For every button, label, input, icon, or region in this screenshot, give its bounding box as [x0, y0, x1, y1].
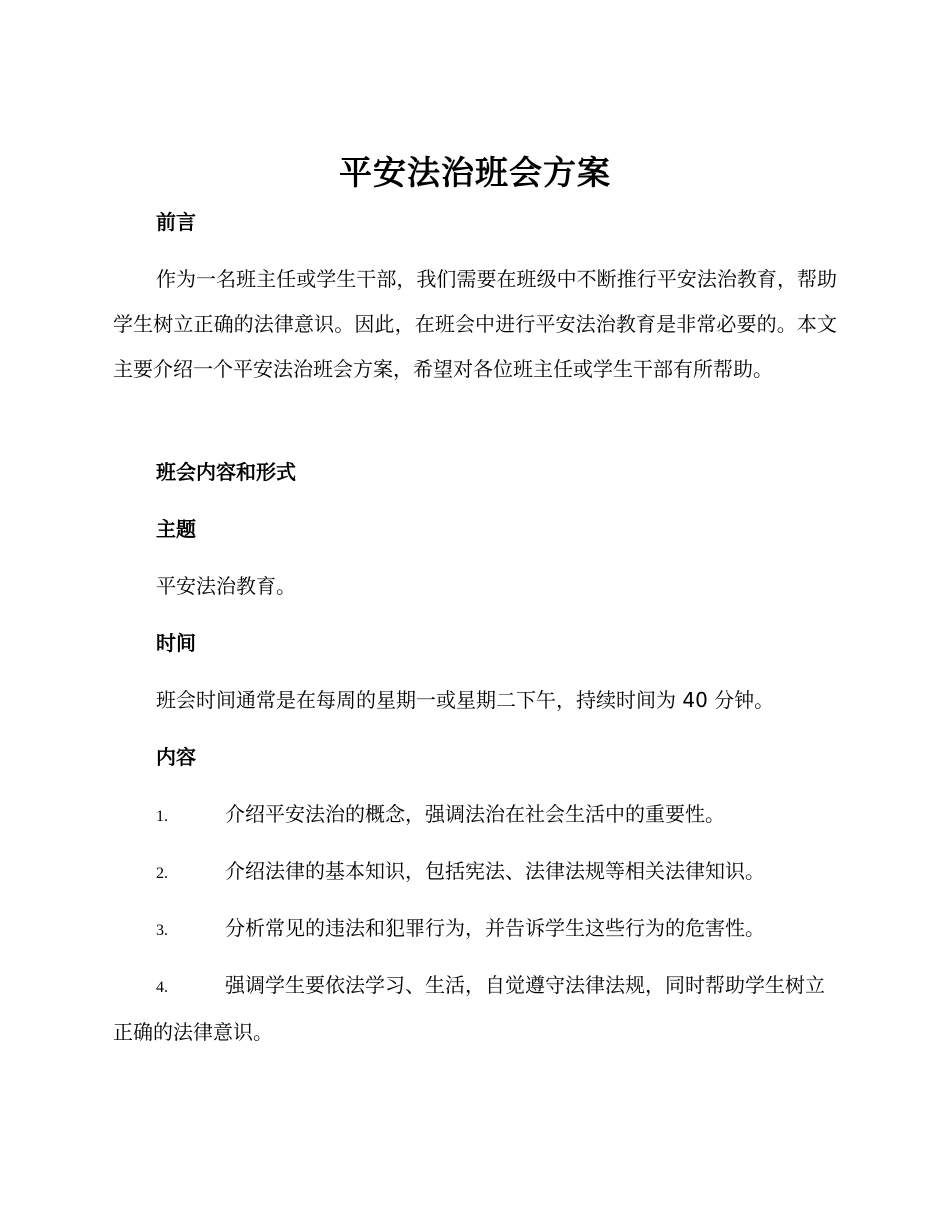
- section-heading: 班会内容和形式: [156, 460, 296, 484]
- list-item-text: 强调学生要依法学习、生活，自觉遵守法律法规，同时帮助学生树立正确的法律意识。: [113, 973, 825, 1044]
- preface-paragraph: 作为一名班主任或学生干部，我们需要在班级中不断推行平安法治教育，帮助学生树立正确的法律意识。因此，在班会中进行平安法治教育是非常必要的。本文主要介绍一个平安法治班会方案，希望对各位班主任或学生干部有所帮助。: [113, 267, 837, 381]
- content-list-item: [113, 906, 837, 953]
- list-item-number: 3.: [156, 922, 168, 939]
- list-item-number: 2.: [156, 865, 168, 882]
- list-item-number: 1.: [156, 808, 168, 825]
- time-heading: 时间: [156, 631, 196, 655]
- content-list-item: [113, 849, 837, 896]
- content-heading: 内容: [156, 745, 196, 769]
- list-item-text: 介绍法律的基本知识，包括宪法、法律法规等相关法律知识。: [225, 859, 765, 883]
- theme-text: 平安法治教育。: [156, 574, 296, 598]
- document-title: 平安法治班会方案: [339, 153, 611, 192]
- theme-heading: 主题: [156, 517, 196, 541]
- preface-heading: 前言: [156, 210, 196, 234]
- list-item-text: 介绍平安法治的概念，强调法治在社会生活中的重要性。: [225, 802, 725, 826]
- list-item-number: 4.: [156, 979, 168, 996]
- list-item-text: 分析常见的违法和犯罪行为，并告诉学生这些行为的危害性。: [225, 916, 765, 940]
- time-text: 班会时间通常是在每周的星期一或星期二下午，持续时间为 40 分钟。: [156, 688, 775, 712]
- content-list-item: [113, 963, 837, 1055]
- content-list-item: [113, 792, 837, 839]
